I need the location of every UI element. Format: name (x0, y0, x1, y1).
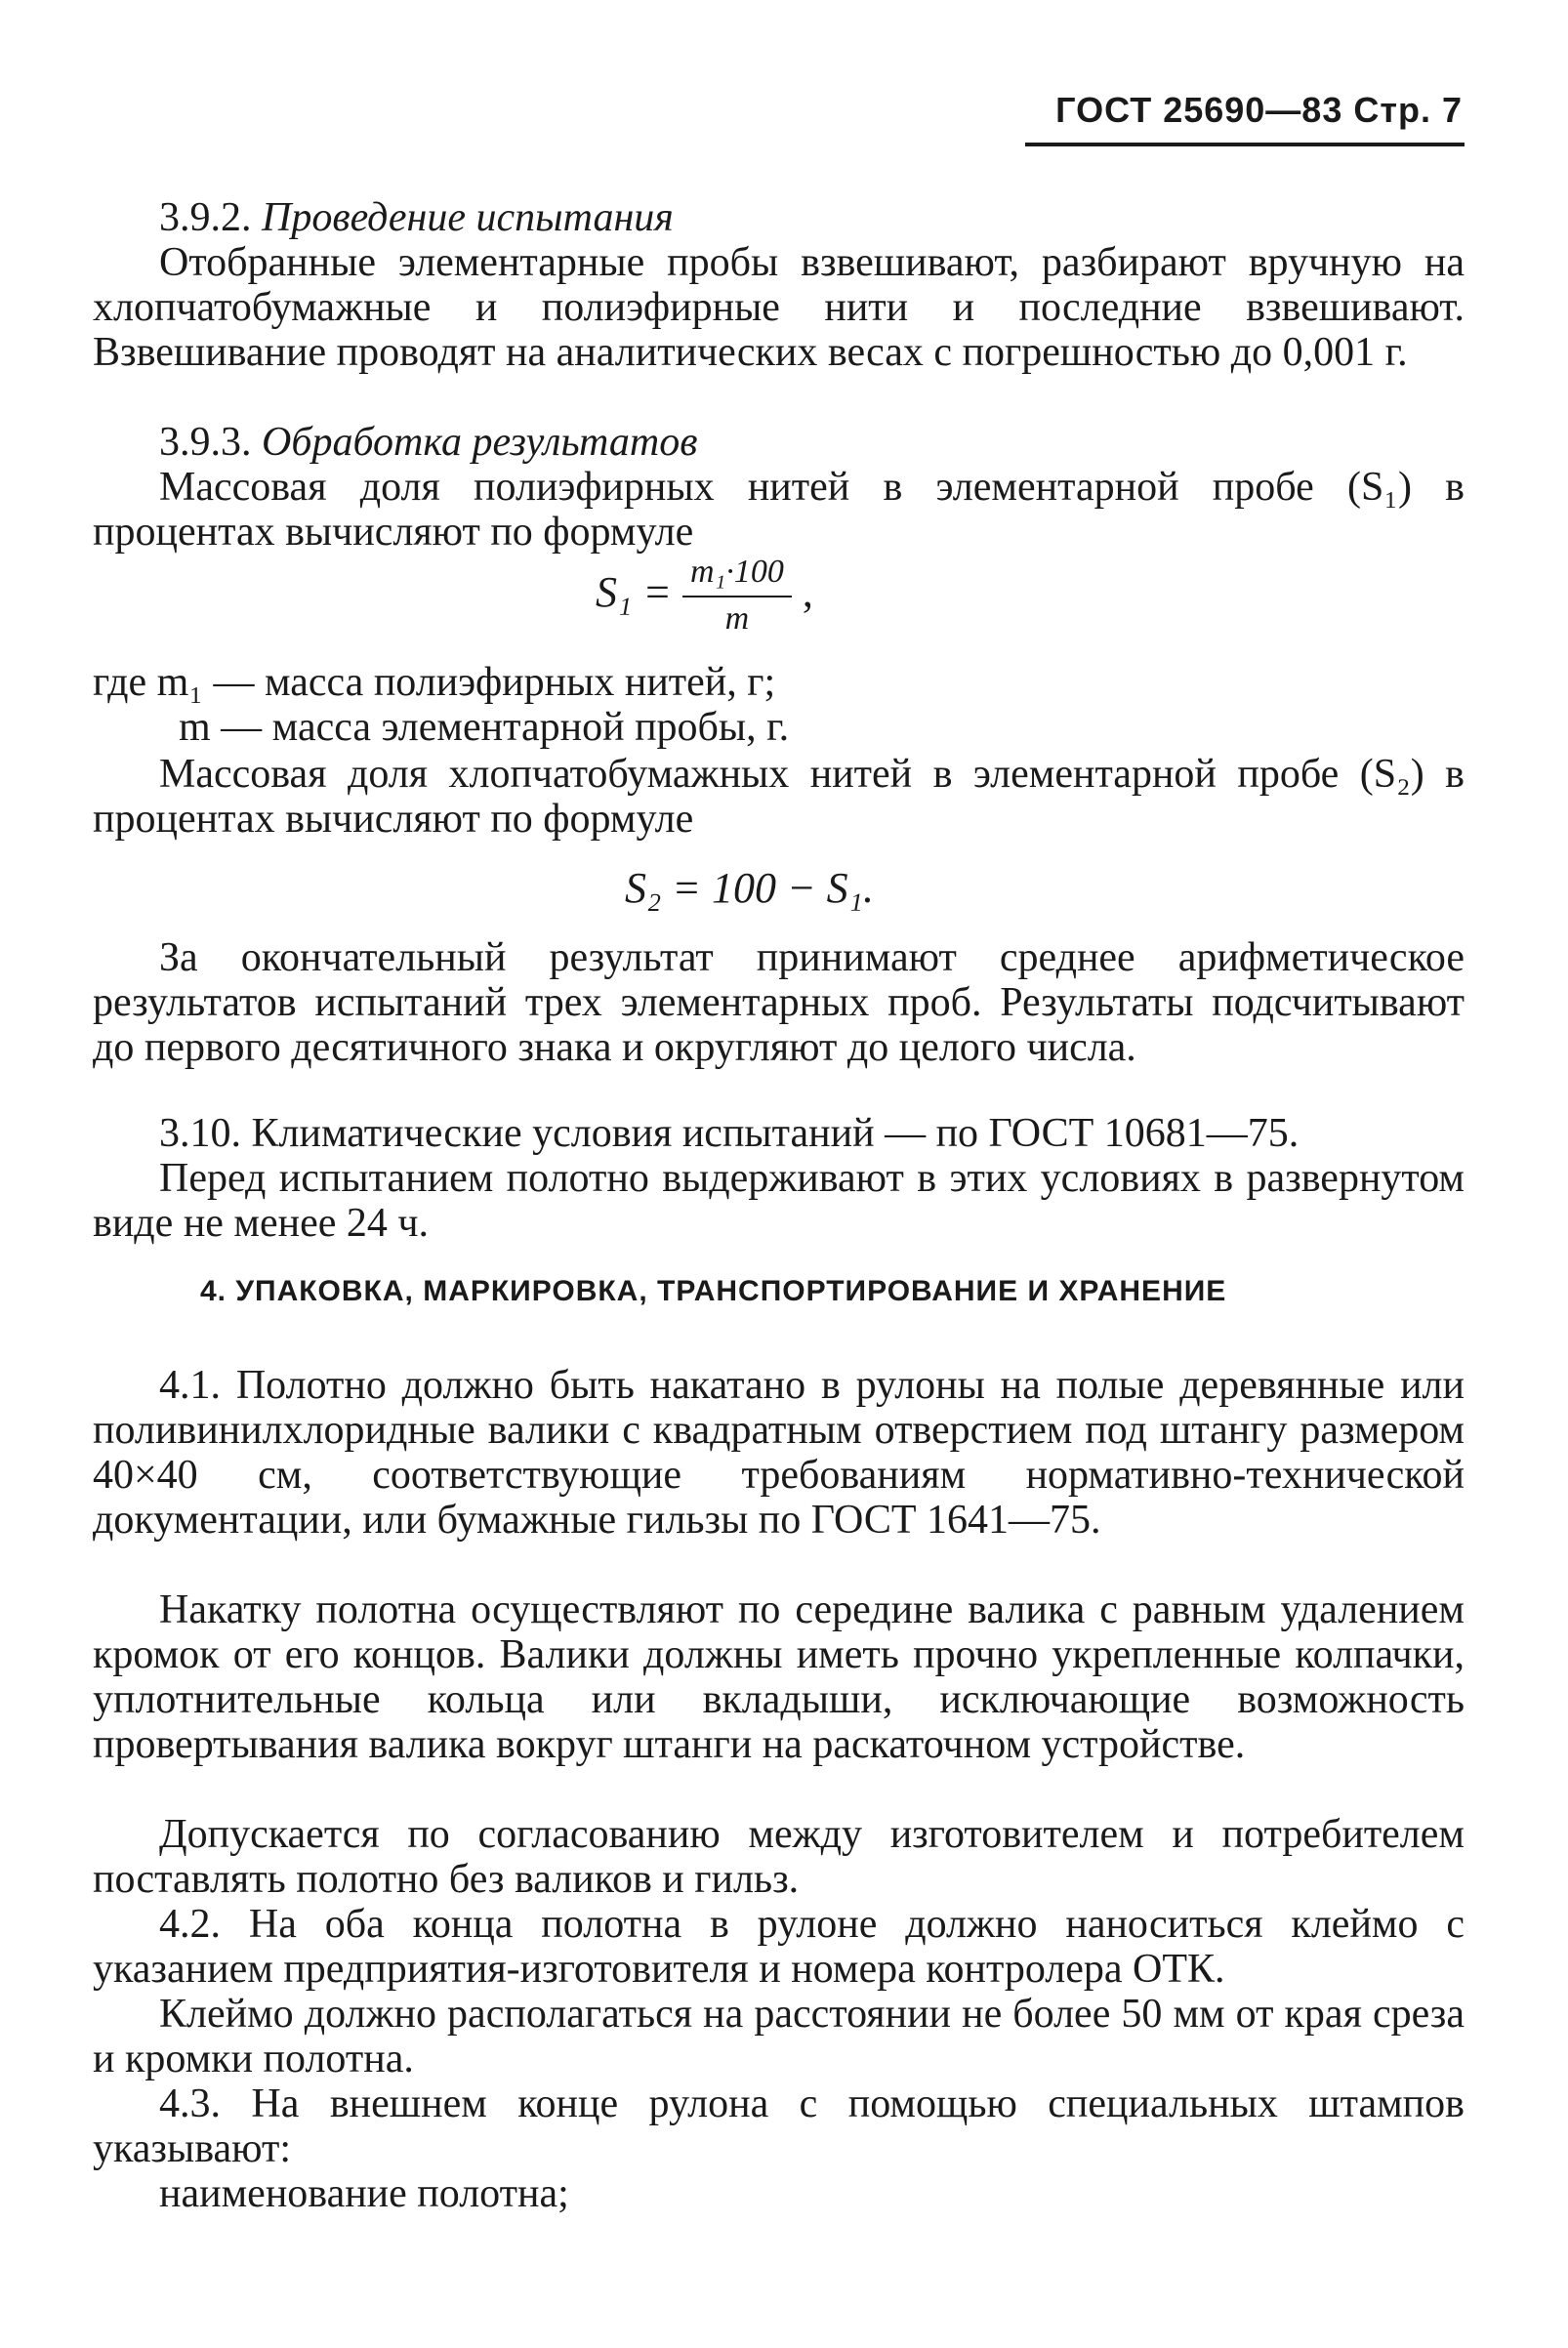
paragraph-4-1: 4.1. Полотно должно быть накатано в рулоны на полые деревянные или поливинилхлоридные валики с квадратным отверстием под штангу размером 40×40 см, соответствующие требованиям нормативно-технической документации, или бумажные гильзы по ГОСТ 1641—75. (93, 1363, 1465, 1543)
heading-3-9-2-title: Проведение испытания (262, 195, 674, 240)
paragraph-3-10: 3.10. Климатические условия испытаний — по ГОСТ 10681—75. (159, 1111, 1300, 1156)
formula-definitions (93, 660, 789, 750)
definition-m: m — масса элементарной пробы, г. (179, 705, 790, 750)
paragraph-4-1-c: Допускается по согласованию между изготовителем и потребителем поставлять полотно без валиков и гильз. (93, 1812, 1465, 1902)
formula-s1-fraction (682, 553, 792, 640)
heading-3-9-2-number: 3.9.2. (159, 195, 252, 240)
heading-3-9-2 (93, 195, 1465, 240)
section-4-title: 4. УПАКОВКА, МАРКИРОВКА, ТРАНСПОРТИРОВАНИЕ И ХРАНЕНИЕ (200, 1275, 1227, 1307)
paragraph-4-2-b: Клеймо должно располагаться на расстоянии не более 50 мм от края среза и кромки полотна. (93, 1992, 1465, 2081)
formula-s1-numerator: m₁·100 (682, 553, 792, 597)
formula-s2: S₂ = 100 − S₁. (625, 864, 874, 912)
formula-s1-denominator: m (724, 600, 750, 637)
formula-s1-tail: , (802, 568, 813, 617)
heading-3-9-3-number: 3.9.3. (159, 420, 252, 465)
heading-3-9-3-title: Обработка результатов (262, 420, 698, 465)
paragraph-4-2: 4.2. На оба конца полотна в рулоне должно наноситься клеймо с указанием предприятия-изготовителя и номера контролера ОТК. (93, 1902, 1465, 1992)
paragraph-4-3: 4.3. На внешнем конце рулона с помощью специальных штампов указывают: (93, 2081, 1465, 2171)
heading-3-9-3 (93, 420, 1465, 465)
formula-s1-lhs: S₁ = (596, 568, 672, 617)
formula-s1 (596, 553, 813, 640)
paragraph-3-10-2: Перед испытанием полотно выдерживают в этих условиях в развернутом виде не менее 24 ч. (93, 1156, 1465, 1246)
page-header: ГОСТ 25690—83 Стр. 7 (1055, 90, 1463, 130)
list-item-4-3-1: наименование полотна; (159, 2171, 569, 2216)
paragraph-3-9-2: Отобранные элементарные пробы взвешивают, разбирают вручную на хлопчатобумажные и полиэфирные нити и последние взвешивают. Взвешивание проводят на аналитических весах с погрешностью до 0,001 г. (93, 240, 1465, 375)
definition-m1: где m₁ — масса полиэфирных нитей, г; (93, 660, 776, 705)
paragraph-3-9-3-3: За окончательный результат принимают среднее арифметическое результатов испытаний трех элементарных проб. Результаты подсчитывают до первого десятичного знака и округляют до целого числа. (93, 935, 1465, 1070)
paragraph-3-9-3-1: Массовая доля полиэфирных нитей в элементарной пробе (S₁) в процентах вычисляют по формуле (93, 465, 1465, 555)
paragraph-3-9-3-2: Массовая доля хлопчатобумажных нитей в элементарной пробе (S₂) в процентах вычисляют по формуле (93, 752, 1465, 842)
paragraph-4-1-b: Накатку полотна осуществляют по середине валика с равным удалением кромок от его концов. Валики должны иметь прочно укрепленные колпачки, уплотнительные кольца или вкладыши, исключающие возможность провертывания валика вокруг штанги на раскаточном устройстве. (93, 1587, 1465, 1767)
header-rule (1025, 143, 1465, 146)
